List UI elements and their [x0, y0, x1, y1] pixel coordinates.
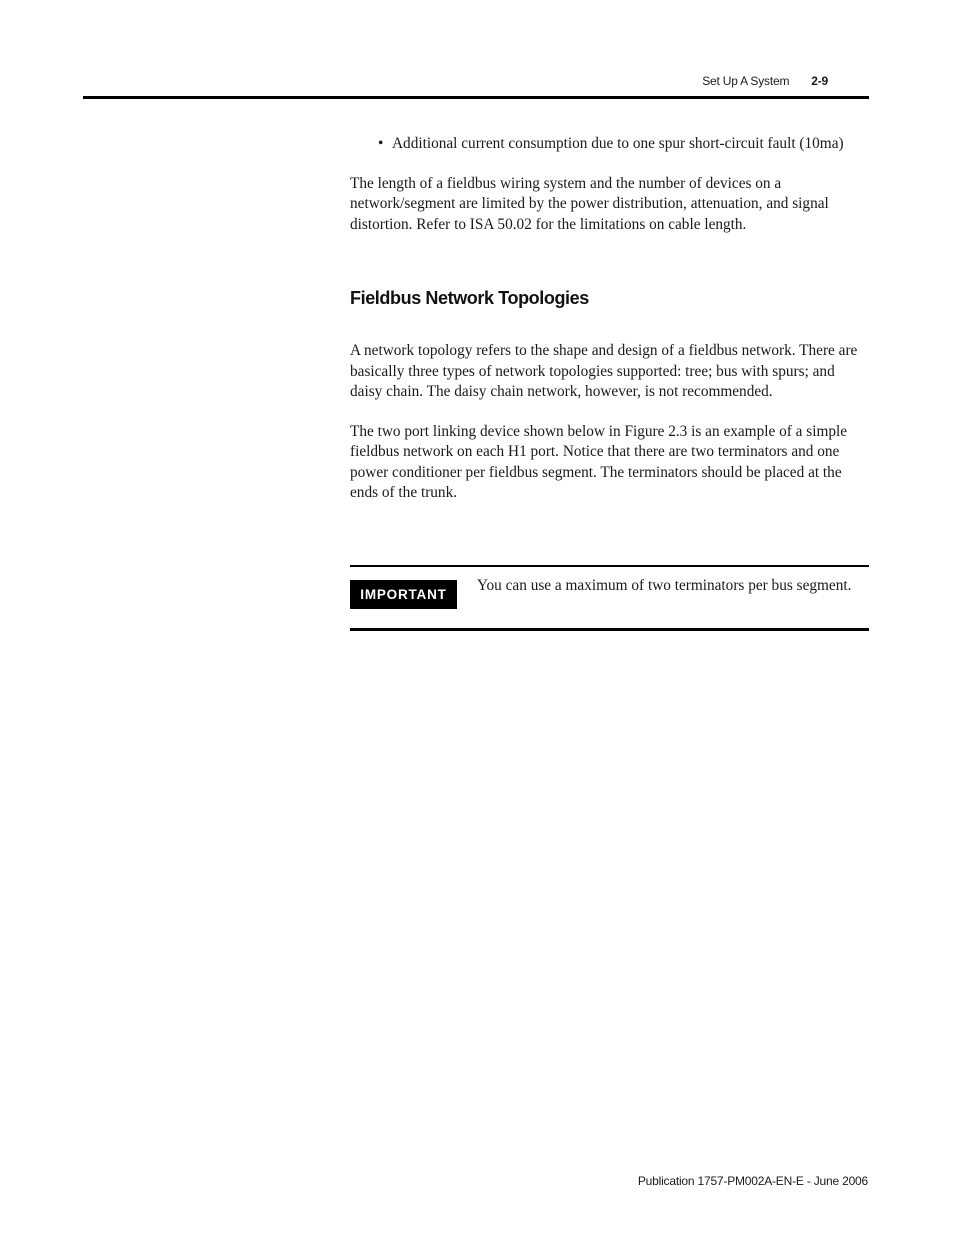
paragraph-topology: A network topology refers to the shape and design of a fieldbus network. There are basically three types of network topologies supported: tree; bus with spurs; and daisy chain. The daisy chain network, however, is not recommended. — [350, 342, 858, 400]
paragraph-cable-length: The length of a fieldbus wiring system and the number of devices on a network/segment are limited by the power distribution, attenuation, and signal distortion. Refer to ISA 50.02 for the limitations on cable length. — [350, 174, 829, 233]
important-text: You can use a maximum of two terminators per bus segment. — [477, 577, 852, 594]
main-content — [350, 134, 870, 504]
header-page-number: 2-9 — [811, 74, 828, 88]
paragraph-linking-device: The two port linking device shown below in Figure 2.3 is an example of a simple fieldbus network on each H1 port. Notice that there are two terminators and one power conditioner per fieldbus segment. The terminators should be placed at the ends of the trunk. — [350, 422, 848, 501]
important-label: IMPORTANT — [350, 580, 457, 609]
bullet-list-item — [350, 134, 870, 155]
bullet-text: Additional current consumption due to one spur short-circuit fault (10ma) — [392, 135, 844, 152]
page-footer: Publication 1757-PM002A-EN-E - June 2006 — [637, 1174, 868, 1188]
bullet-dot-icon: • — [378, 135, 384, 152]
page-header — [702, 74, 828, 88]
header-section-title: Set Up A System — [702, 74, 790, 88]
header-rule — [83, 96, 869, 99]
section-heading: Fieldbus Network Topologies — [350, 288, 589, 308]
important-note — [350, 565, 869, 631]
